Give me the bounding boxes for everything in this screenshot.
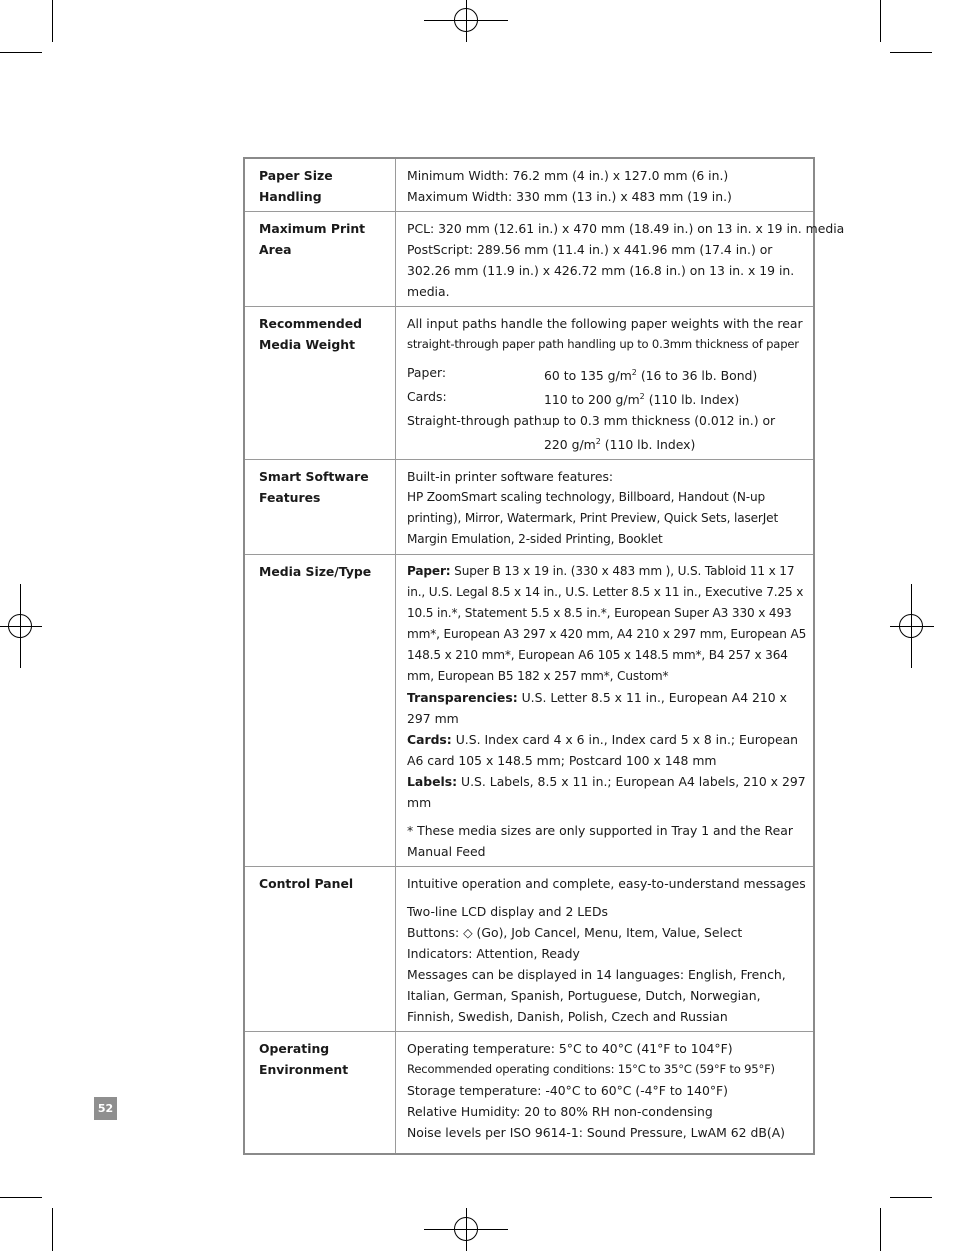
value-line: Maximum Width: 330 mm (13 in.) x 483 mm (19 in.): [407, 189, 732, 204]
table-row: [244, 212, 814, 307]
table-row: [244, 307, 814, 460]
weight-key: Paper:: [407, 365, 447, 380]
table-row: [244, 158, 814, 212]
value-line: PCL: 320 mm (12.61 in.) x 470 mm (18.49 in.) on 13 in. x 19 in. media: [407, 221, 845, 236]
value-line: straight-through paper path handling up to 0.3mm thickness of paper: [407, 337, 799, 351]
weight-value: up to 0.3 mm thickness (0.012 in.) or 220 $g/m^2$ (110 lb. Index): [544, 413, 776, 453]
table-row: [244, 1032, 814, 1155]
weight-key: Cards:: [407, 389, 447, 405]
row-label: Paper Size Handling: [244, 158, 396, 212]
weight-key: Straight-through path:: [407, 413, 546, 429]
registration-line: [466, 1208, 467, 1251]
value-line: PostScript: 289.56 mm (11.4 in.) x 441.96 mm (17.4 in.) or 302.26 mm (11.9 in.) x 426.72 mm (16.8 in.) on 13 in. x 19 in. media.: [407, 242, 795, 299]
crop-mark: [890, 1197, 932, 1198]
value-line: Messages can be displayed in 14 languages: English, French, Italian, German, Spanish, Portuguese, Dutch, Norwegian, Finnish, Swedish, Danish, Polish, Czech and Russian: [407, 967, 786, 1025]
weight-value: 60 to 135 $g/m^2$ (16 to 36 lb. Bond): [544, 368, 758, 384]
registration-line: [911, 584, 912, 668]
row-label: Recommended Media Weight: [244, 307, 396, 460]
row-value: [396, 555, 815, 867]
weight-value: 110 to 200 $g/m^2$ (110 lb. Index): [544, 392, 740, 408]
value-line: Relative Humidity: 20 to 80% RH non-condensing: [407, 1104, 713, 1120]
buttons-line: Buttons: ◇ (Go), Job Cancel, Menu, Item, Value, Select: [407, 925, 743, 941]
table-row: [244, 460, 814, 555]
row-value: [396, 460, 815, 555]
crop-mark: [890, 52, 932, 53]
value-line: Noise levels per ISO 9614-1: Sound Pressure, LwAM 62 dB(A): [407, 1125, 785, 1141]
crop-mark: [880, 0, 881, 42]
value-line: Operating temperature: 5°C to 40°C (41°F to 104°F): [407, 1041, 733, 1057]
specifications-table: [243, 157, 845, 1155]
crop-mark: [0, 1197, 42, 1198]
value-line: All input paths handle the following paper weights with the rear: [407, 316, 803, 331]
value-line: Recommended operating conditions: 15°C to 35°C (59°F to 95°F): [407, 1062, 775, 1077]
weight-straight-through: [407, 410, 807, 455]
table-row: [244, 867, 814, 1032]
value-line: Intuitive operation and complete, easy-to-understand messages: [407, 876, 806, 892]
row-value: [396, 212, 845, 307]
media-transparencies: Transparencies: U.S. Letter 8.5 x 11 in., European A4 210 x 297 mm: [407, 690, 787, 727]
value-line: Two-line LCD display and 2 LEDs: [407, 904, 609, 920]
registration-line: [466, 0, 467, 42]
value-line: Storage temperature: -40°C to 60°C (-4°F to 140°F): [407, 1083, 729, 1099]
value-line: HP ZoomSmart scaling technology, Billboard, Handout (N-up printing), Mirror, Watermark, Print Preview, Quick Sets, laserJet Margin Emulation, 2-sided Printing, Booklet: [407, 490, 779, 547]
go-icon: ◇: [463, 925, 473, 941]
value-line: Indicators: Attention, Ready: [407, 946, 580, 962]
table-row: [244, 555, 814, 867]
media-cards: Cards: U.S. Index card 4 x 6 in., Index card 5 x 8 in.; European A6 card 105 x 148.5 mm; Postcard 100 x 148 mm: [407, 732, 799, 769]
row-label: Smart Software Features: [244, 460, 396, 555]
registration-line: [20, 584, 21, 668]
row-value: [396, 867, 815, 1032]
crop-mark: [880, 1208, 881, 1251]
crop-mark: [0, 52, 42, 53]
row-value: [396, 1032, 815, 1155]
row-value: [396, 158, 815, 212]
row-label: Operating Environment: [244, 1032, 396, 1155]
registration-line: [890, 626, 934, 627]
row-label: Control Panel: [244, 867, 396, 1032]
crop-mark: [52, 0, 53, 42]
row-value: [396, 307, 815, 460]
weight-cards: [407, 386, 807, 410]
registration-line: [0, 626, 42, 627]
row-label: Media Size/Type: [244, 555, 396, 867]
value-line: Built-in printer software features:: [407, 469, 614, 485]
media-paper: Paper: Super B 13 x 19 in. (330 x 483 mm ), U.S. Tabloid 11 x 17 in., U.S. Legal 8.5 x 14 in., U.S. Letter 8.5 x 11 in., Executive 7.25 x 10.5 in.*, Statement 5.5 x 8.5 in.*, European Super A3 330 x 493 mm*, European A3 297 x 420 mm, A4 210 x 297 mm, European A5 148.5 x 210 mm*, European A6 105 x 148.5 mm*, B4 257 x 364 mm, European B5 182 x 257 mm*, Custom*: [407, 564, 807, 684]
media-note: * These media sizes are only supported in Tray 1 and the Rear Manual Feed: [407, 823, 793, 860]
value-line: Minimum Width: 76.2 mm (4 in.) x 127.0 mm (6 in.): [407, 168, 729, 183]
weight-paper: [407, 362, 807, 386]
crop-mark: [52, 1208, 53, 1251]
row-label: Maximum Print Area: [244, 212, 396, 307]
page-number: 52: [94, 1097, 117, 1120]
media-labels: Labels: U.S. Labels, 8.5 x 11 in.; European A4 labels, 210 x 297 mm: [407, 774, 806, 811]
